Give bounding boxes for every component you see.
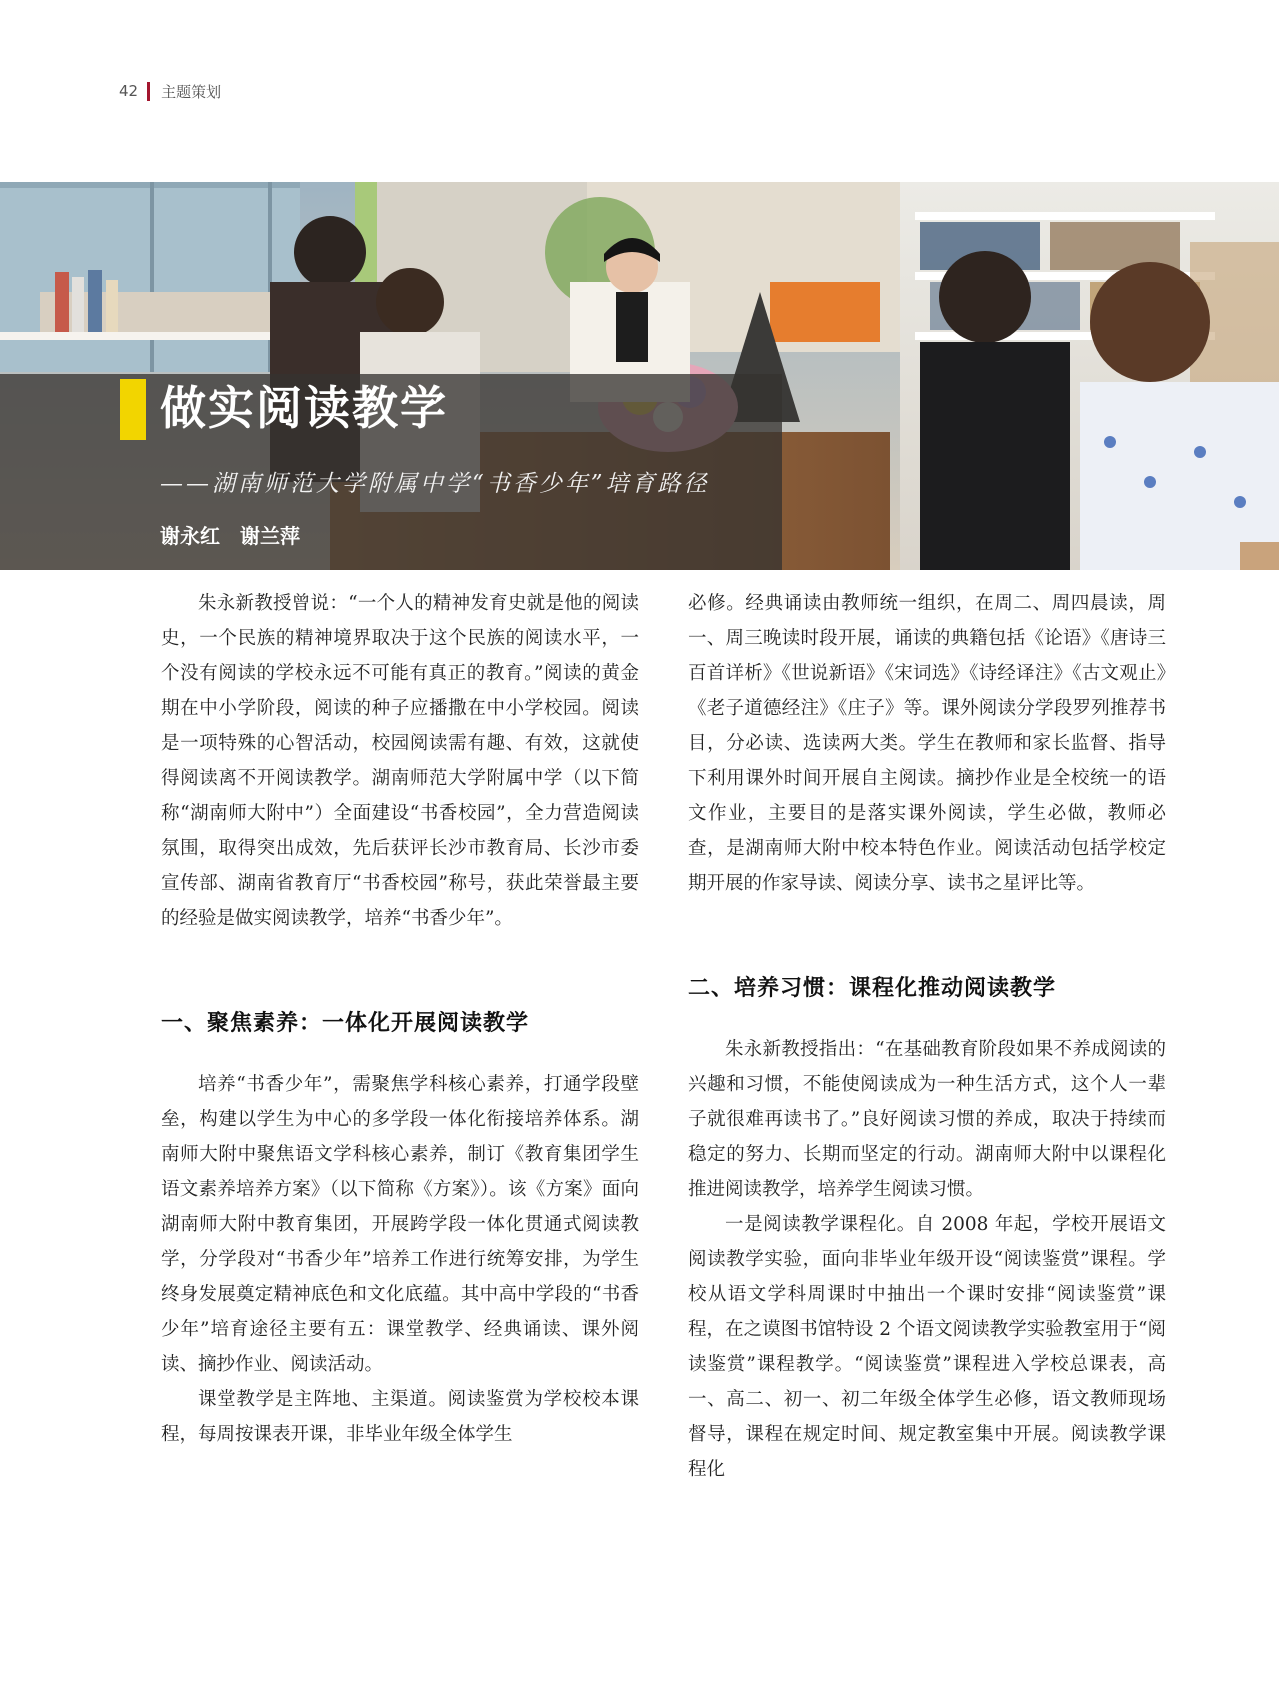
column-right [688, 586, 1166, 1487]
article-subtitle: ——湖南师范大学附属中学“书香少年”培育路径 [160, 471, 710, 497]
section-heading-2: 二、培养习惯：课程化推动阅读教学 [688, 976, 1057, 1001]
paragraph: 培养“书香少年”，需聚焦学科核心素养，打通学段壁垒，构建以学生为中心的多学段一体化衔接培养体系。湖南师大附中聚焦语文学科核心素养，制订《教育集团学生语文素养培养方案》（以下简称《方案》）。该《方案》面向湖南师大附中教育集团，开展跨学段一体化贯通式阅读教学，分学段对“书香少年”培养工作进行统筹安排，为学生终身发展奠定精神底色和文化底蕴。其中高中学段的“书香少年”培育途径主要有五：课堂教学、经典诵读、课外阅读、摘抄作业、阅读活动。 [161, 1074, 639, 1375]
article-title: 做实阅读教学 [160, 381, 448, 435]
column-left [161, 586, 639, 1452]
article-authors: 谢永红 谢兰萍 [160, 524, 300, 548]
paragraph: 一是阅读教学课程化。自 2008 年起，学校开展语文阅读教学实验，面向非毕业年级开设“阅读鉴赏”课程。学校从语文学科周课时中抽出一个课时安排“阅读鉴赏”课程，在之谟图书馆特设 2 个语文阅读教学实验教室用于“阅读鉴赏”课程教学。“阅读鉴赏”课程进入学校总课表，高一、高二、初一、初二年级全体学生必修，语文教师现场督导，课程在规定时间、规定教室集中开展。阅读教学课程化 [688, 1214, 1166, 1480]
paragraph: 课堂教学是主阵地、主渠道。阅读鉴赏为学校校本课程，每周按课表开课，非毕业年级全体学生 [161, 1389, 639, 1445]
title-accent-bar [120, 379, 146, 440]
hero-banner [0, 182, 1279, 570]
header-divider [147, 82, 150, 101]
paragraph-continued: 必修。经典诵读由教师统一组织，在周二、周四晨读，周一、周三晚读时段开展，诵读的典籍包括《论语》《唐诗三百首详析》《世说新语》《宋词选》《诗经译注》《古文观止》《老子道德经注》《庄子》等。课外阅读分学段罗列推荐书目，分必读、选读两大类。学生在教师和家长监督、指导下利用课外时间开展自主阅读。摘抄作业是全校统一的语文作业，主要目的是落实课外阅读，学生必做，教师必查，是湖南师大附中校本特色作业。阅读活动包括学校定期开展的作家导读、阅读分享、读书之星评比等。 [688, 593, 1166, 894]
paragraph-intro: 朱永新教授曾说：“一个人的精神发育史就是他的阅读史，一个民族的精神境界取决于这个民族的阅读水平，一个没有阅读的学校永远不可能有真正的教育。”阅读的黄金期在中小学阶段，阅读的种子应播撒在中小学校园。阅读是一项特殊的心智活动，校园阅读需有趣、有效，这就使得阅读离不开阅读教学。湖南师范大学附属中学（以下简称“湖南师大附中”）全面建设“书香校园”，全力营造阅读氛围，取得突出成效，先后获评长沙市教育局、长沙市委宣传部、湖南省教育厅“书香校园”称号，获此荣誉最主要的经验是做实阅读教学，培养“书香少年”。 [161, 593, 639, 929]
section-heading-1: 一、聚焦素养：一体化开展阅读教学 [161, 1011, 530, 1036]
paragraph: 朱永新教授指出：“在基础教育阶段如果不养成阅读的兴趣和习惯，不能使阅读成为一种生活方式，这个人一辈子就很难再读书了。”良好阅读习惯的养成，取决于持续而稳定的努力、长期而坚定的行动。湖南师大附中以课程化推进阅读教学，培养学生阅读习惯。 [688, 1039, 1166, 1200]
running-head [119, 80, 221, 102]
page-number: 42 [119, 82, 139, 100]
section-title: 主题策划 [161, 82, 222, 101]
